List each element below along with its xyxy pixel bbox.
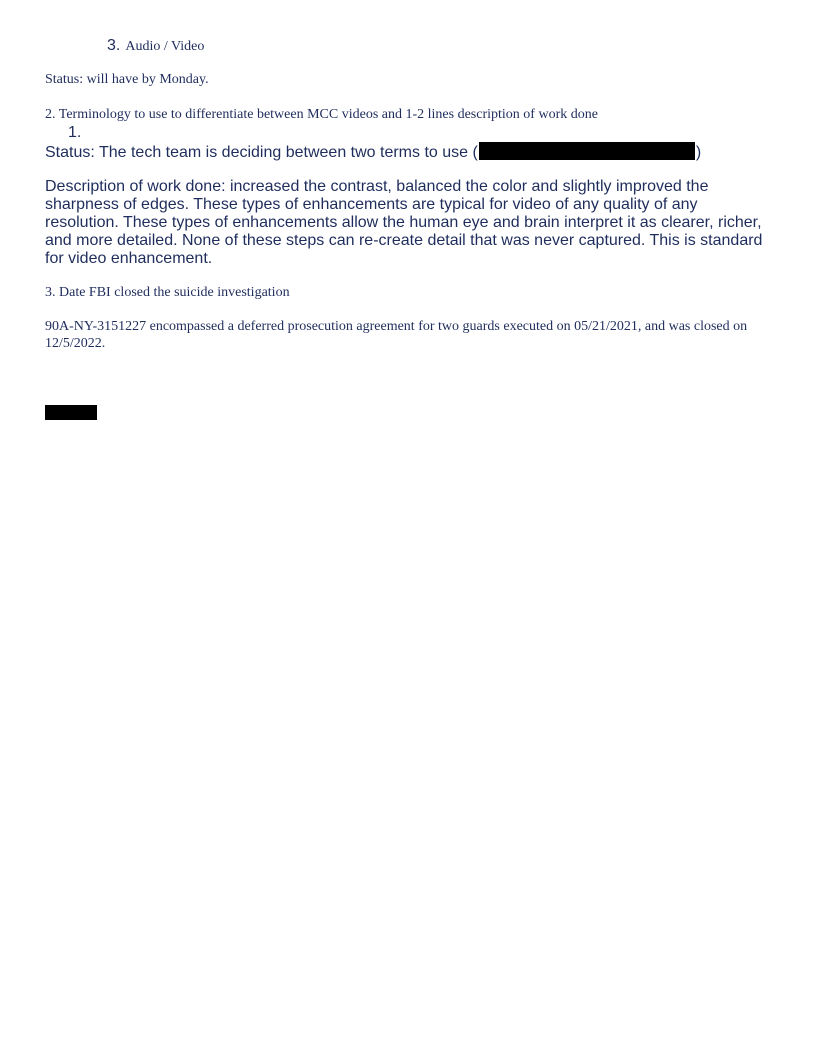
redaction-block bbox=[45, 405, 97, 420]
terminology-heading: 2. Terminology to use to differentiate between MCC videos and 1-2 lines description of work done bbox=[45, 107, 598, 122]
status-tech-team bbox=[45, 142, 701, 162]
audio-video-number: 3. bbox=[107, 37, 121, 54]
date-heading: 3. Date FBI closed the suicide investigation bbox=[45, 285, 290, 300]
status-tech-suffix: ) bbox=[695, 144, 702, 161]
audio-video-label: Audio / Video bbox=[125, 39, 205, 54]
status-monday: Status: will have by Monday. bbox=[45, 72, 209, 87]
sub-list-number: 1. bbox=[68, 124, 82, 141]
work-description: Description of work done: increased the contrast, balanced the color and slightly improved the sharpness of edges. These types of enhancements are typical for video of any quality of any resolution. These types of enhancements allow the human eye and brain interpret it as clearer, richer, and more detailed. None of these steps can re-create detail that was never captured. This is standard for video enhancement. bbox=[45, 178, 763, 267]
redaction-bar bbox=[479, 142, 695, 160]
status-tech-prefix: Status: The tech team is deciding between two terms to use ( bbox=[45, 144, 478, 161]
case-paragraph: 90A-NY-3151227 encompassed a deferred prosecution agreement for two guards executed on 05/21/2021, and was closed on 12/5/2022. bbox=[45, 319, 748, 351]
audio-video-item bbox=[107, 37, 204, 55]
